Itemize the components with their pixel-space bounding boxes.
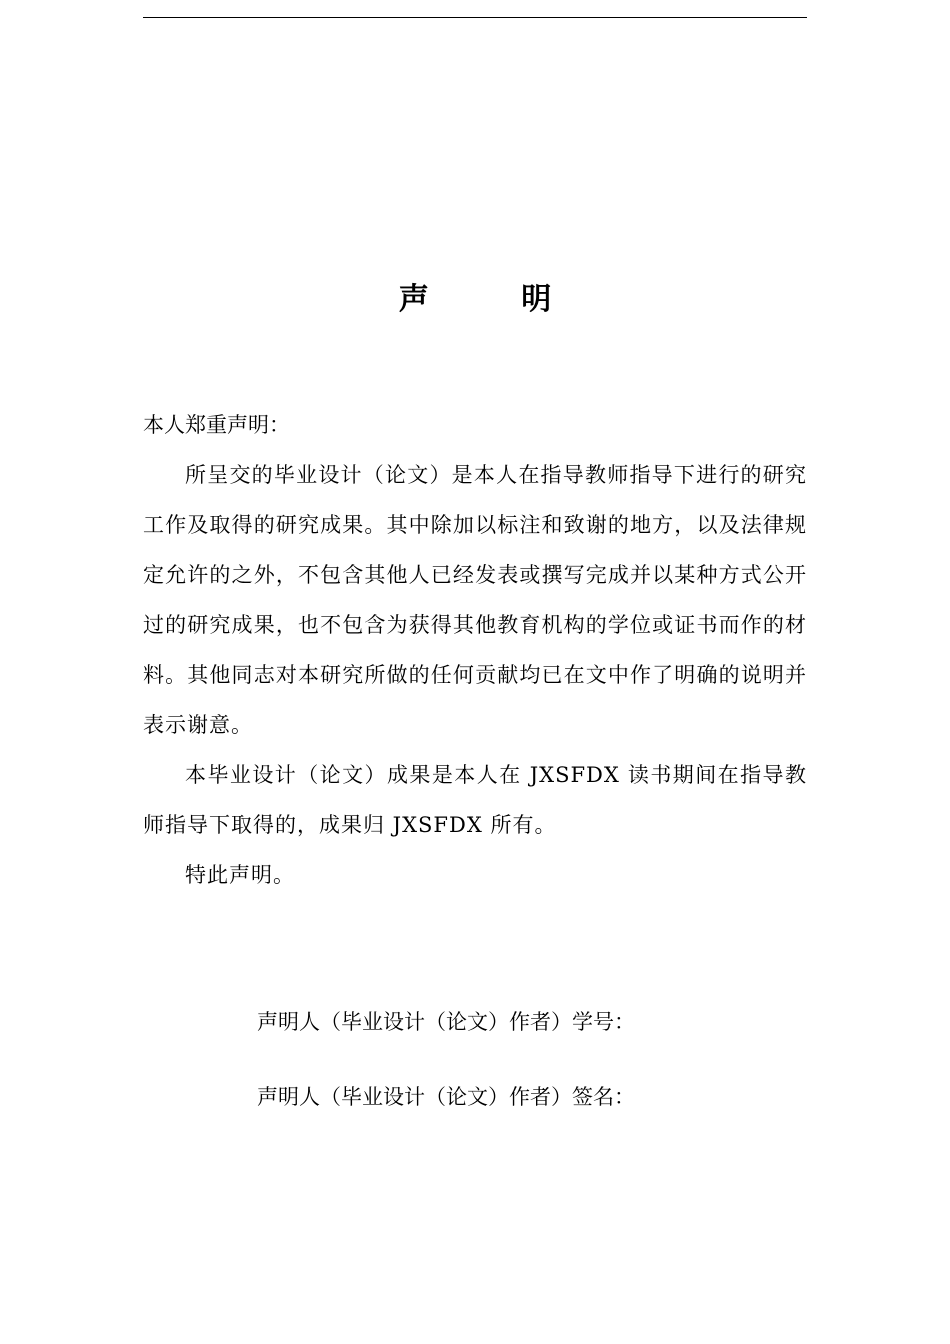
declaration-paragraph-2 [143,750,807,850]
student-id-field-label: 声明人（毕业设计（论文）作者）学号： [257,1010,635,1034]
page-title: 声 明 [398,282,552,317]
paragraph-text: 所呈交的毕业设计（论文）是本人在指导教师指导下进行的研究工作及取得的研究成果。其中除加以标注和致谢的地方，以及法律规定允许的之外，不包含其他人已经发表或撰写完成并以某种方式公开过的研究成果，也不包含为获得其他教育机构的学位或证书而作的材料。其他同志对本研究所做的任何贡献均已在文中作了明确的说明并表示谢意。 [143,463,807,737]
declaration-paragraph-1 [143,450,807,750]
declaration-intro: 本人郑重声明： [143,413,290,437]
paragraph-text: 本毕业设计（论文）成果是本人在 JXSFDX 读书期间在指导教师指导下取得的，成果归 JXSFDX 所有。 [143,763,807,837]
paragraph-text: 特此声明。 [185,863,295,887]
signature-field-label: 声明人（毕业设计（论文）作者）签名： [257,1085,635,1109]
declaration-paragraph-3 [143,850,807,900]
header-rule [143,17,807,18]
